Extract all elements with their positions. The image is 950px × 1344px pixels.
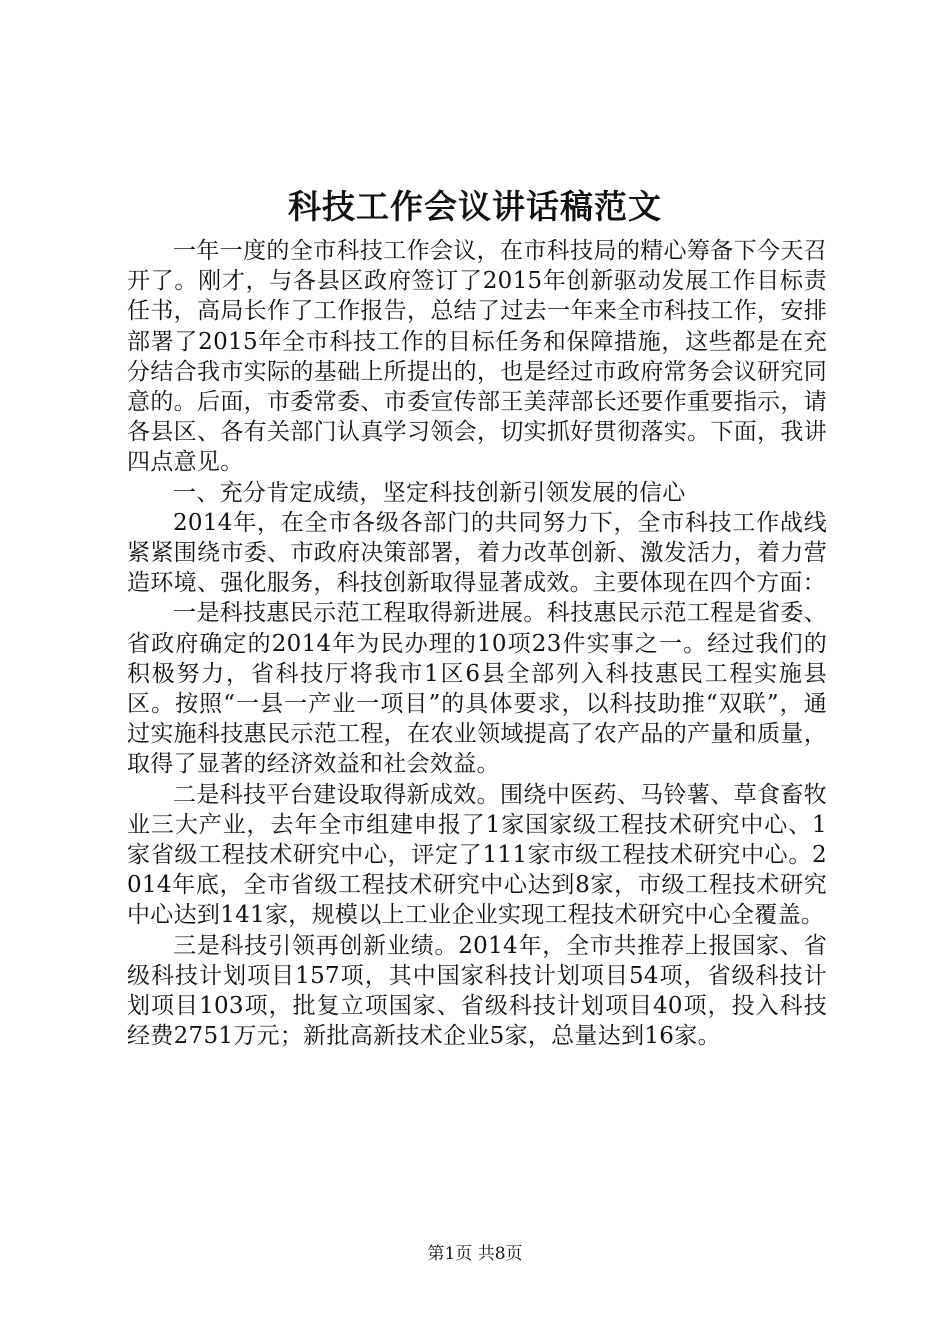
paragraph-2014-summary: 2014年，在全市各级各部门的共同努力下，全市科技工作战线紧紧围绕市委、市政府决策部署，着力改革创新、激发活力，着力营造环境、强化服务，科技创新取得显著成效。主要体现在四个方面： bbox=[127, 509, 827, 597]
page-number-footer: 第1页 共8页 bbox=[427, 1244, 523, 1264]
paragraph-intro: 一年一度的全市科技工作会议，在市科技局的精心筹备下今天召开了。刚才，与各县区政府签订了2015年创新驱动发展工作目标责任书，高局长作了工作报告，总结了过去一年来全市科技工作，安排部署了2015年全市科技工作的目标任务和保障措施，这些都是在充分结合我市实际的基础上所提出的，也是经过市政府常务会议研究同意的。后面，市委常委、市委宣传部王美萍部长还要作重要指示，请各县区、各有关部门认真学习领会，切实抓好贯彻落实。下面，我讲四点意见。 bbox=[127, 238, 827, 476]
paragraph-point-1: 一是科技惠民示范工程取得新进展。科技惠民示范工程是省委、省政府确定的2014年为民办理的10项23件实事之一。经过我们的积极努力，省科技厅将我市1区6县全部列入科技惠民工程实施县区。按照“一县一产业一项目”的具体要求，以科技助推“双联”，通过实施科技惠民示范工程，在农业领域提高了农产品的产量和质量，取得了显著的经济效益和社会效益。 bbox=[127, 600, 827, 778]
document-title: 科技工作会议讲话稿范文 bbox=[288, 187, 662, 226]
document-body bbox=[127, 236, 827, 1051]
paragraph-point-3: 三是科技引领再创新业绩。2014年，全市共推荐上报国家、省级科技计划项目157项，其中国家科技计划项目54项，省级科技计划项目103项，批复立项国家、省级科技计划项目40项，投入科技经费2751万元；新批高新技术企业5家，总量达到16家。 bbox=[127, 932, 827, 1050]
paragraph-point-2: 二是科技平台建设取得新成效。围绕中医药、马铃薯、草食畜牧业三大产业，去年全市组建申报了1家国家级工程技术研究中心、1家省级工程技术研究中心，评定了111家市级工程技术研究中心。2014年底，全市省级工程技术研究中心达到8家，市级工程技术研究中心达到141家，规模以上工业企业实现工程技术研究中心全覆盖。 bbox=[127, 781, 827, 929]
section-heading-1: 一、充分肯定成绩，坚定科技创新引领发展的信心 bbox=[173, 479, 686, 506]
